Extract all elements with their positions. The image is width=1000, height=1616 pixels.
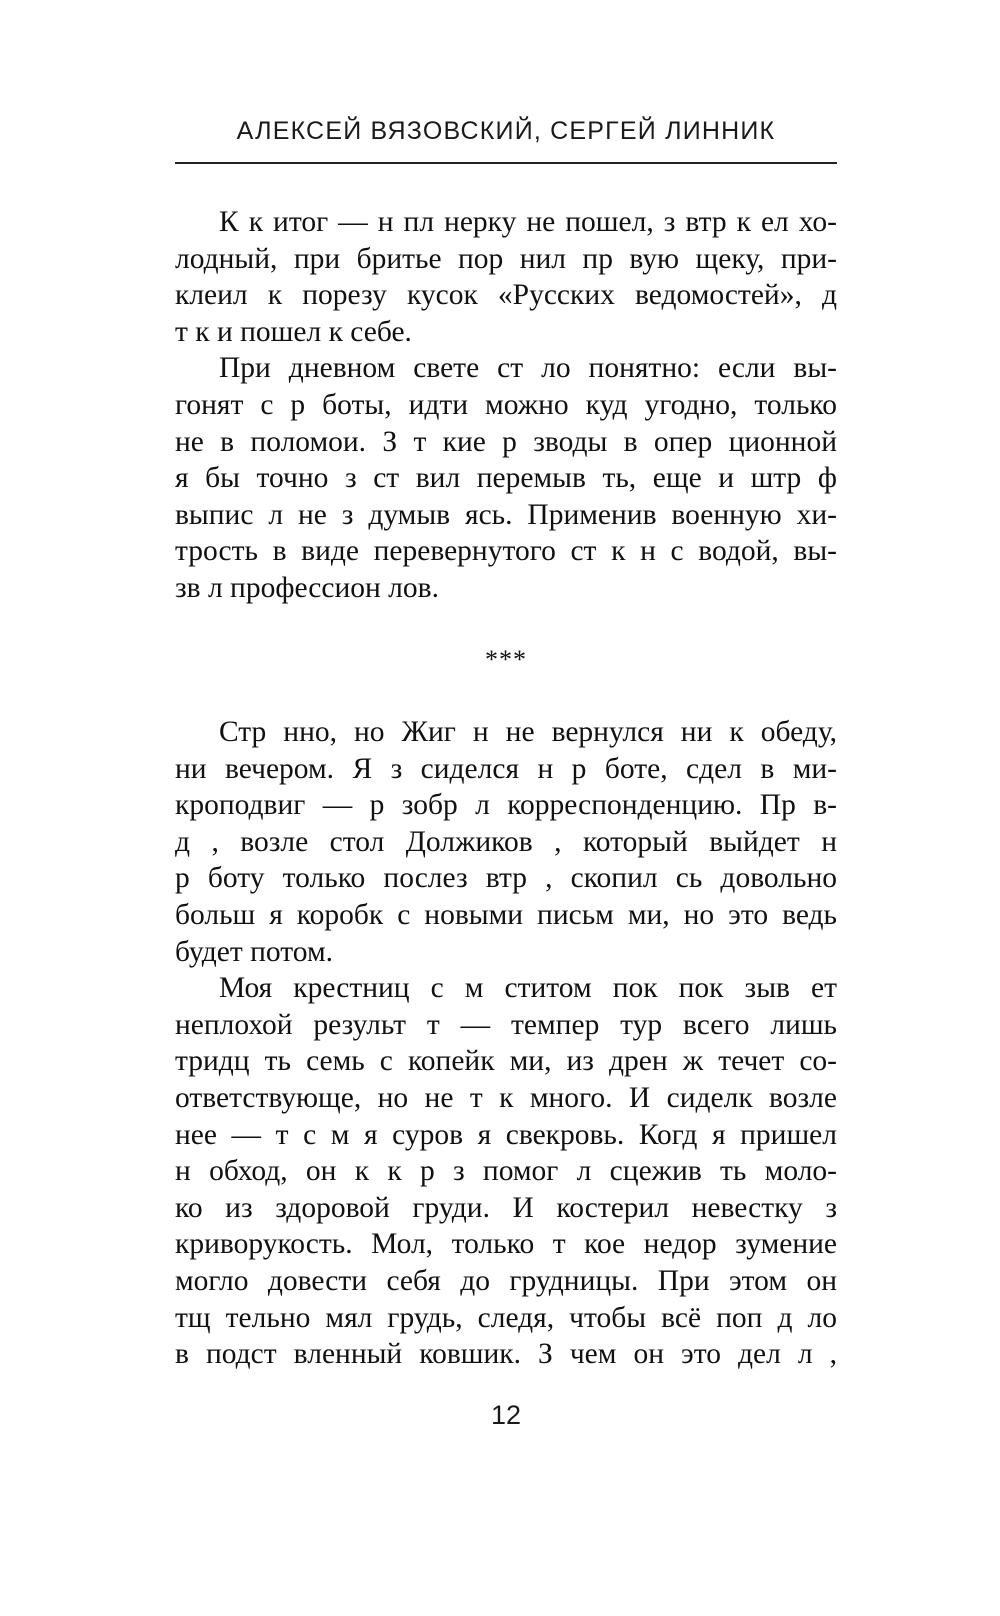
text-line: трость в виде перевернутого ст к н с водой, вы-: [175, 535, 837, 568]
text-line: При дневном свете ст ло понятно: если вы-: [219, 352, 837, 385]
text-line: в подст вленный ковшик. З чем он это дел л ,: [175, 1338, 837, 1371]
paragraph-2: [175, 350, 837, 606]
page-number: 12: [490, 1400, 522, 1430]
running-head: АЛЕКСЕЙ ВЯЗОВСКИЙ, СЕРГЕЙ ЛИННИК: [236, 117, 776, 145]
text-line: ответствующе, но не т к много. И сиделк возле: [175, 1081, 837, 1114]
text-line: д , возле стол Должиков , который выйдет н: [175, 825, 837, 858]
text-line: т к и пошел к себе.: [175, 315, 412, 348]
text-line: выпис л не з думыв ясь. Применив военную хи-: [175, 498, 837, 531]
section-separator: ***: [485, 645, 527, 674]
text-line: Стр нно, но Жиг н не вернулся ни к обеду,: [219, 716, 837, 748]
text-line: ни вечером. Я з сиделся н р боте, сдел в ми-: [175, 752, 837, 785]
text-line: кроподвиг — р зобр л корреспонденцию. Пр в-: [175, 789, 837, 822]
text-line: гонят с р боты, идти можно куд угодно, только: [175, 388, 837, 421]
text-line: клеил к порезу кусок «Русских ведомостей», д: [175, 279, 837, 312]
text-line: нее — т с м я суров я свекровь. Когд я пришел: [175, 1118, 837, 1151]
text-block-after-separator: [175, 714, 837, 1373]
text-line: неплохой результ т — темпер тур всего лишь: [175, 1008, 837, 1041]
text-line: зв л профессион лов.: [175, 571, 439, 604]
text-line: р боту только послез втр , скопил сь довольно: [175, 862, 837, 895]
text-block-before-separator: [175, 204, 837, 607]
text-line: н обход, он к к р з помог л сцежив ть моло-: [175, 1155, 837, 1188]
text-line: будет потом.: [175, 935, 334, 968]
header-rule: [175, 162, 837, 164]
text-line: тридц ть семь с копейк ми, из дрен ж течет со-: [175, 1045, 837, 1078]
text-line: не в поломои. З т кие р зводы в опер ционной: [175, 425, 837, 458]
paragraph-3: [175, 714, 837, 970]
text-line: лодный, при бритье пор нил пр вую щеку, при-: [175, 242, 837, 275]
text-line: К к итог — н пл нерку не пошел, з втр к ел хо-: [219, 206, 837, 238]
text-line: криворукость. Мол, только т кое недор зумение: [175, 1228, 837, 1261]
text-line: ко из здоровой груди. И костерил невестку з: [175, 1191, 837, 1224]
paragraph-1: [175, 204, 837, 350]
text-line: могло довести себя до грудницы. При этом он: [175, 1264, 837, 1297]
text-line: тщ тельно мял грудь, следя, чтобы всё поп д ло: [175, 1301, 837, 1334]
text-line: Моя крестниц с м ститом пок пок зыв ет: [219, 972, 837, 1005]
text-line: больш я коробк с новыми письм ми, но это ведь: [175, 898, 837, 931]
text-line: я бы точно з ст вил перемыв ть, еще и штр ф: [175, 462, 837, 495]
paragraph-4: [175, 970, 837, 1373]
